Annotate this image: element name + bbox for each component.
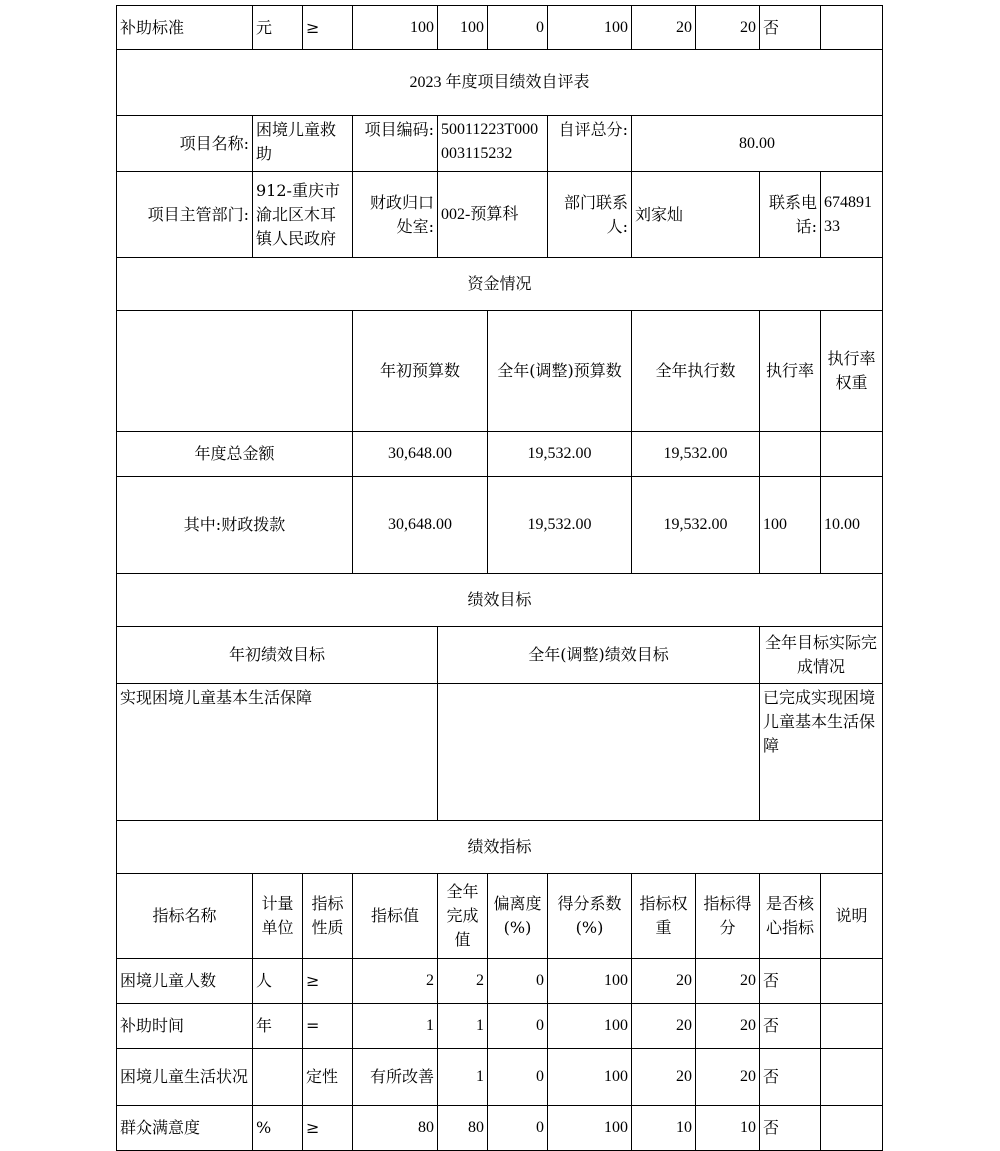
funds-header-rate: 执行率 (760, 311, 821, 432)
funds-executed: 19,532.00 (632, 432, 760, 477)
indicator-completed: 2 (438, 959, 488, 1004)
funds-rate-weight: 10.00 (821, 477, 883, 574)
indicator-unit: 年 (253, 1004, 303, 1049)
indicator-completed: 80 (438, 1106, 488, 1151)
indicator-unit: 人 (253, 959, 303, 1004)
indicator-score: 10 (696, 1106, 760, 1151)
funds-header-initial: 年初预算数 (353, 311, 488, 432)
self-score-value: 80.00 (632, 116, 883, 172)
indicator-score: 20 (696, 6, 760, 50)
goal-adjusted (438, 684, 760, 821)
indicator-value: 100 (353, 6, 438, 50)
indicator-name: 补助时间 (117, 1004, 253, 1049)
funds-executed: 19,532.00 (632, 477, 760, 574)
table-row (117, 477, 883, 574)
table-row (117, 6, 883, 50)
indicator-value: 1 (353, 1004, 438, 1049)
department-value: 912-重庆市渝北区木耳镇人民政府 (253, 172, 353, 258)
indicator-deviation: 0 (488, 6, 548, 50)
indicator-deviation: 0 (488, 959, 548, 1004)
indicators-header-coefficient: 得分系数(%) (548, 874, 632, 959)
indicators-header-unit: 计量单位 (253, 874, 303, 959)
indicator-note (821, 1049, 883, 1106)
goal-actual: 已完成实现困境儿童基本生活保障 (760, 684, 883, 821)
performance-self-evaluation-table (116, 5, 883, 1151)
indicator-nature: ≥ (303, 1106, 353, 1151)
phone-value: 67489133 (821, 172, 883, 258)
indicator-completed: 1 (438, 1049, 488, 1106)
indicator-note (821, 6, 883, 50)
funds-header-executed: 全年执行数 (632, 311, 760, 432)
project-name-label: 项目名称: (117, 116, 253, 172)
indicator-core: 否 (760, 1049, 821, 1106)
indicators-header-note: 说明 (821, 874, 883, 959)
indicator-coefficient: 100 (548, 1004, 632, 1049)
funds-adjusted: 19,532.00 (488, 432, 632, 477)
indicator-core: 否 (760, 1004, 821, 1049)
project-name: 困境儿童救助 (253, 116, 353, 172)
indicator-name: 困境儿童人数 (117, 959, 253, 1004)
indicators-header-name: 指标名称 (117, 874, 253, 959)
indicator-completed: 100 (438, 6, 488, 50)
indicator-coefficient: 100 (548, 959, 632, 1004)
indicator-value: 80 (353, 1106, 438, 1151)
table-row (117, 1049, 883, 1106)
indicator-nature: ≥ (303, 959, 353, 1004)
finance-office-label: 财政归口处室: (353, 172, 438, 258)
indicator-value: 2 (353, 959, 438, 1004)
indicators-heading: 绩效指标 (117, 821, 883, 874)
indicator-score: 20 (696, 1049, 760, 1106)
indicator-weight: 10 (632, 1106, 696, 1151)
indicator-score: 20 (696, 959, 760, 1004)
indicator-nature: 定性 (303, 1049, 353, 1106)
indicators-header-completed: 全年完成值 (438, 874, 488, 959)
goals-header-actual: 全年目标实际完成情况 (760, 627, 883, 684)
goals-header-initial: 年初绩效目标 (117, 627, 438, 684)
funds-header-rate-weight: 执行率权重 (821, 311, 883, 432)
indicator-unit: % (253, 1106, 303, 1151)
indicator-name: 困境儿童生活状况 (117, 1049, 253, 1106)
indicator-deviation: 0 (488, 1106, 548, 1151)
indicator-note (821, 1004, 883, 1049)
indicator-core: 否 (760, 1106, 821, 1151)
contact-value: 刘家灿 (632, 172, 760, 258)
project-code: 50011223T000003115232 (438, 116, 548, 172)
indicator-core: 否 (760, 6, 821, 50)
indicator-weight: 20 (632, 959, 696, 1004)
indicator-deviation: 0 (488, 1004, 548, 1049)
finance-office-value: 002-预算科 (438, 172, 548, 258)
indicators-header-deviation: 偏离度(%) (488, 874, 548, 959)
indicator-weight: 20 (632, 1049, 696, 1106)
indicator-note (821, 959, 883, 1004)
funds-header-blank (117, 311, 353, 432)
indicator-value: 有所改善 (353, 1049, 438, 1106)
self-score-label: 自评总分: (548, 116, 632, 172)
funds-row-label: 其中:财政拨款 (117, 477, 353, 574)
indicator-coefficient: 100 (548, 1106, 632, 1151)
funds-rate: 100 (760, 477, 821, 574)
indicator-weight: 20 (632, 6, 696, 50)
indicator-nature: = (303, 1004, 353, 1049)
funds-rate-weight (821, 432, 883, 477)
indicators-header-core: 是否核心指标 (760, 874, 821, 959)
goals-header-adjusted: 全年(调整)绩效目标 (438, 627, 760, 684)
table-row (117, 1004, 883, 1049)
indicator-unit (253, 1049, 303, 1106)
department-label: 项目主管部门: (117, 172, 253, 258)
funds-initial: 30,648.00 (353, 432, 488, 477)
table-row (117, 1106, 883, 1151)
contact-label: 部门联系人: (548, 172, 632, 258)
indicators-header-nature: 指标性质 (303, 874, 353, 959)
indicator-nature: ≥ (303, 6, 353, 50)
indicators-header-score: 指标得分 (696, 874, 760, 959)
indicator-core: 否 (760, 959, 821, 1004)
funds-adjusted: 19,532.00 (488, 477, 632, 574)
indicator-unit: 元 (253, 6, 303, 50)
goal-initial: 实现困境儿童基本生活保障 (117, 684, 438, 821)
funds-initial: 30,648.00 (353, 477, 488, 574)
table-row (117, 959, 883, 1004)
project-code-label: 项目编码: (353, 116, 438, 172)
funds-heading: 资金情况 (117, 258, 883, 311)
indicator-coefficient: 100 (548, 1049, 632, 1106)
indicator-name: 群众满意度 (117, 1106, 253, 1151)
page-title: 2023 年度项目绩效自评表 (117, 50, 883, 116)
goals-heading: 绩效目标 (117, 574, 883, 627)
indicators-header-weight: 指标权重 (632, 874, 696, 959)
indicators-header-value: 指标值 (353, 874, 438, 959)
funds-rate (760, 432, 821, 477)
indicator-weight: 20 (632, 1004, 696, 1049)
indicator-completed: 1 (438, 1004, 488, 1049)
indicator-coefficient: 100 (548, 6, 632, 50)
phone-label: 联系电话: (760, 172, 821, 258)
indicator-deviation: 0 (488, 1049, 548, 1106)
indicator-name: 补助标准 (117, 6, 253, 50)
funds-header-adjusted: 全年(调整)预算数 (488, 311, 632, 432)
indicator-note (821, 1106, 883, 1151)
funds-row-label: 年度总金额 (117, 432, 353, 477)
table-row (117, 432, 883, 477)
indicator-score: 20 (696, 1004, 760, 1049)
